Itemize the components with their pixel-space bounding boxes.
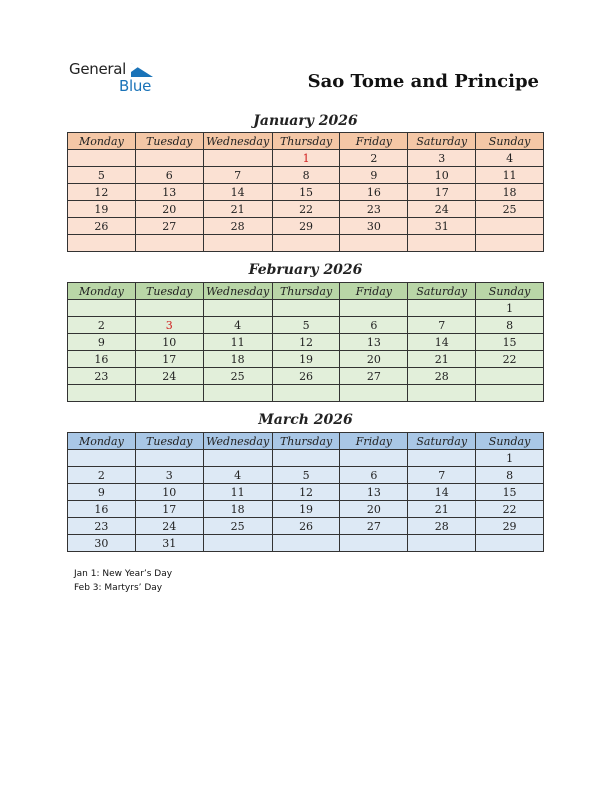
- empty-day-cell: [272, 385, 340, 402]
- day-cell: 2: [68, 467, 136, 484]
- holiday-day-cell: 1: [272, 150, 340, 167]
- day-cell: 21: [408, 501, 476, 518]
- empty-day-cell: [203, 535, 272, 552]
- day-cell: 4: [476, 150, 544, 167]
- day-cell: 24: [408, 201, 476, 218]
- empty-day-cell: [408, 385, 476, 402]
- day-cell: 16: [68, 351, 136, 368]
- day-cell: 26: [272, 368, 340, 385]
- empty-day-cell: [135, 385, 203, 402]
- day-cell: 30: [68, 535, 136, 552]
- day-cell: 8: [272, 167, 340, 184]
- week-row: [68, 518, 544, 535]
- empty-day-cell: [203, 235, 272, 252]
- day-cell: 27: [135, 218, 203, 235]
- day-cell: 9: [68, 334, 136, 351]
- day-cell: 15: [476, 484, 544, 501]
- day-cell: 12: [272, 334, 340, 351]
- day-cell: 20: [135, 201, 203, 218]
- empty-day-cell: [68, 385, 136, 402]
- day-cell: 28: [203, 218, 272, 235]
- day-cell: 31: [408, 218, 476, 235]
- day-cell: 17: [408, 184, 476, 201]
- day-cell: 24: [135, 368, 203, 385]
- logo-triangle-icon: [131, 63, 153, 77]
- day-cell: 15: [272, 184, 340, 201]
- weekday-header: Tuesday: [135, 433, 203, 450]
- day-cell: 11: [203, 484, 272, 501]
- week-row: [68, 235, 544, 252]
- generalblue-logo: [69, 60, 164, 98]
- day-cell: 8: [476, 317, 544, 334]
- empty-day-cell: [340, 535, 408, 552]
- day-cell: 17: [135, 351, 203, 368]
- week-row: [68, 150, 544, 167]
- day-cell: 21: [203, 201, 272, 218]
- day-cell: 19: [68, 201, 136, 218]
- week-row: [68, 334, 544, 351]
- day-cell: 14: [408, 334, 476, 351]
- week-row: [68, 501, 544, 518]
- empty-day-cell: [68, 235, 136, 252]
- empty-day-cell: [476, 235, 544, 252]
- empty-day-cell: [476, 385, 544, 402]
- empty-day-cell: [340, 450, 408, 467]
- day-cell: 5: [68, 167, 136, 184]
- week-row: [68, 201, 544, 218]
- day-cell: 20: [340, 501, 408, 518]
- month-title-january: January 2026: [253, 113, 358, 129]
- day-cell: 22: [476, 501, 544, 518]
- day-cell: 2: [340, 150, 408, 167]
- day-cell: 12: [272, 484, 340, 501]
- empty-day-cell: [203, 385, 272, 402]
- day-cell: 22: [272, 201, 340, 218]
- day-cell: 27: [340, 368, 408, 385]
- week-row: [68, 450, 544, 467]
- month-title-march: March 2026: [258, 412, 353, 428]
- empty-day-cell: [272, 535, 340, 552]
- day-cell: 29: [476, 518, 544, 535]
- day-cell: 7: [203, 167, 272, 184]
- calendar-february: [67, 282, 544, 402]
- weekday-header: Thursday: [272, 133, 340, 150]
- weekday-header: Friday: [340, 433, 408, 450]
- day-cell: 6: [340, 467, 408, 484]
- holiday-note: Feb 3: Martyrs’ Day: [74, 583, 163, 593]
- empty-day-cell: [272, 235, 340, 252]
- logo-general-text: General: [69, 60, 127, 78]
- weekday-header: Tuesday: [135, 283, 203, 300]
- weekday-header: Sunday: [476, 433, 544, 450]
- day-cell: 16: [68, 501, 136, 518]
- empty-day-cell: [408, 535, 476, 552]
- day-cell: 8: [476, 467, 544, 484]
- weekday-header: Tuesday: [135, 133, 203, 150]
- day-cell: 14: [408, 484, 476, 501]
- weekday-header: Wednesday: [203, 283, 272, 300]
- day-cell: 1: [476, 300, 544, 317]
- weekday-header: Friday: [340, 283, 408, 300]
- calendar-january: [67, 132, 544, 252]
- day-cell: 13: [340, 334, 408, 351]
- day-cell: 1: [476, 450, 544, 467]
- day-cell: 28: [408, 518, 476, 535]
- empty-day-cell: [68, 300, 136, 317]
- day-cell: 10: [135, 484, 203, 501]
- week-row: [68, 385, 544, 402]
- week-row: [68, 218, 544, 235]
- day-cell: 23: [68, 368, 136, 385]
- day-cell: 28: [408, 368, 476, 385]
- week-row: [68, 317, 544, 334]
- day-cell: 31: [135, 535, 203, 552]
- empty-day-cell: [203, 450, 272, 467]
- day-cell: 17: [135, 501, 203, 518]
- week-row: [68, 535, 544, 552]
- day-cell: 25: [203, 518, 272, 535]
- weekday-header: Friday: [340, 133, 408, 150]
- week-row: [68, 467, 544, 484]
- day-cell: 9: [340, 167, 408, 184]
- day-cell: 23: [340, 201, 408, 218]
- day-cell: 11: [203, 334, 272, 351]
- country-title: Sao Tome and Principe: [307, 71, 539, 92]
- day-cell: 25: [476, 201, 544, 218]
- week-row: [68, 368, 544, 385]
- empty-day-cell: [135, 150, 203, 167]
- weekday-header: Sunday: [476, 133, 544, 150]
- day-cell: 7: [408, 317, 476, 334]
- day-cell: 12: [68, 184, 136, 201]
- empty-day-cell: [476, 368, 544, 385]
- day-cell: 13: [135, 184, 203, 201]
- day-cell: 19: [272, 501, 340, 518]
- holiday-day-cell: 3: [135, 317, 203, 334]
- day-cell: 3: [135, 467, 203, 484]
- day-cell: 14: [203, 184, 272, 201]
- empty-day-cell: [203, 150, 272, 167]
- calendar-march: [67, 432, 544, 552]
- week-row: [68, 300, 544, 317]
- weekday-header: Wednesday: [203, 133, 272, 150]
- empty-day-cell: [340, 235, 408, 252]
- weekday-header: Sunday: [476, 283, 544, 300]
- day-cell: 16: [340, 184, 408, 201]
- empty-day-cell: [135, 300, 203, 317]
- empty-day-cell: [68, 150, 136, 167]
- empty-day-cell: [476, 218, 544, 235]
- day-cell: 18: [203, 351, 272, 368]
- weekday-header: Wednesday: [203, 433, 272, 450]
- empty-day-cell: [272, 450, 340, 467]
- week-row: [68, 484, 544, 501]
- day-cell: 21: [408, 351, 476, 368]
- empty-day-cell: [272, 300, 340, 317]
- day-cell: 26: [68, 218, 136, 235]
- day-cell: 6: [340, 317, 408, 334]
- day-cell: 27: [340, 518, 408, 535]
- weekday-header: Saturday: [408, 283, 476, 300]
- empty-day-cell: [476, 535, 544, 552]
- weekday-header: Monday: [68, 283, 136, 300]
- week-row: [68, 184, 544, 201]
- day-cell: 23: [68, 518, 136, 535]
- day-cell: 18: [476, 184, 544, 201]
- day-cell: 25: [203, 368, 272, 385]
- holiday-notes: [74, 567, 172, 595]
- empty-day-cell: [135, 450, 203, 467]
- week-row: [68, 351, 544, 368]
- holiday-note: Jan 1: New Year’s Day: [74, 569, 173, 579]
- day-cell: 30: [340, 218, 408, 235]
- day-cell: 3: [408, 150, 476, 167]
- day-cell: 29: [272, 218, 340, 235]
- day-cell: 18: [203, 501, 272, 518]
- weekday-header: Thursday: [272, 283, 340, 300]
- weekday-header-row: [68, 133, 544, 150]
- day-cell: 6: [135, 167, 203, 184]
- empty-day-cell: [408, 235, 476, 252]
- day-cell: 9: [68, 484, 136, 501]
- month-title-february: February 2026: [248, 262, 363, 278]
- day-cell: 13: [340, 484, 408, 501]
- day-cell: 5: [272, 467, 340, 484]
- day-cell: 4: [203, 467, 272, 484]
- day-cell: 22: [476, 351, 544, 368]
- logo-blue-text: Blue: [119, 77, 151, 95]
- weekday-header: Saturday: [408, 433, 476, 450]
- day-cell: 10: [408, 167, 476, 184]
- empty-day-cell: [203, 300, 272, 317]
- empty-day-cell: [408, 450, 476, 467]
- day-cell: 24: [135, 518, 203, 535]
- day-cell: 10: [135, 334, 203, 351]
- day-cell: 2: [68, 317, 136, 334]
- weekday-header-row: [68, 433, 544, 450]
- day-cell: 4: [203, 317, 272, 334]
- empty-day-cell: [68, 450, 136, 467]
- day-cell: 26: [272, 518, 340, 535]
- day-cell: 19: [272, 351, 340, 368]
- weekday-header-row: [68, 283, 544, 300]
- empty-day-cell: [135, 235, 203, 252]
- empty-day-cell: [340, 385, 408, 402]
- empty-day-cell: [408, 300, 476, 317]
- day-cell: 5: [272, 317, 340, 334]
- week-row: [68, 167, 544, 184]
- weekday-header: Monday: [68, 133, 136, 150]
- day-cell: 20: [340, 351, 408, 368]
- day-cell: 15: [476, 334, 544, 351]
- weekday-header: Saturday: [408, 133, 476, 150]
- day-cell: 11: [476, 167, 544, 184]
- weekday-header: Thursday: [272, 433, 340, 450]
- day-cell: 7: [408, 467, 476, 484]
- empty-day-cell: [340, 300, 408, 317]
- weekday-header: Monday: [68, 433, 136, 450]
